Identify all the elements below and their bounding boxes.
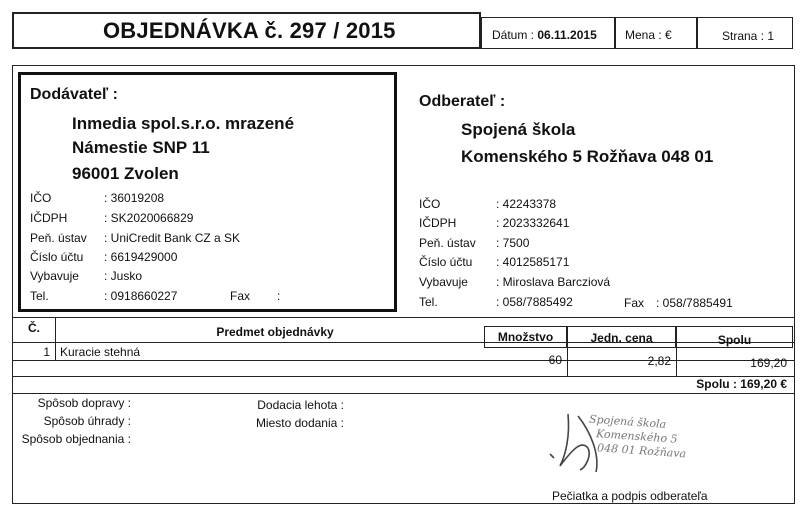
col-header-item: Predmet objednávky [216,325,334,339]
customer-name: Spojená škola [461,120,576,139]
customer-account-label: Číslo účtu [419,255,473,269]
supplier-icdph-label: IČDPH [30,211,68,225]
col-divider-no [55,317,56,360]
col-header-unit: Jedn. cena [590,331,653,345]
supplier-fax-label: Fax [230,289,251,303]
row-unit-price: 2,82 [647,354,671,368]
page-label: Strana : [722,29,765,43]
customer-tel-label: Tel. [419,295,438,309]
page-number-field [722,29,774,43]
supplier-account-label: Číslo účtu [30,250,84,264]
grand-total: Spolu : 169,20 € [696,377,787,391]
supplier-city: 96001 Zvolen [72,164,179,183]
col-header-total: Spolu [717,333,752,347]
supplier-account-value: : 6619429000 [104,250,178,264]
supplier-handler-value: : Jusko [104,269,143,283]
row-item: Kuracie stehná [60,345,141,359]
transport-label: Spôsob dopravy : [37,396,131,410]
customer-icdph-value: : 2023332641 [496,216,570,230]
customer-fax-label: Fax [624,296,645,310]
supplier-fax-value: : [277,289,281,303]
supplier-bank-label: Peň. ústav [30,231,87,245]
row-quantity: 60 [548,353,562,367]
stamp-line-1: Spojená škola [588,412,667,431]
currency-label: Mena : [625,28,662,42]
customer-ico-label: IČO [419,197,441,211]
supplier-ico-value: : 36019208 [104,191,165,205]
supplier-name: Inmedia spol.s.r.o. mrazené [72,114,295,133]
supplier-bank-value: : UniCredit Bank CZ a SK [104,231,241,245]
deadline-label: Dodacia lehota : [257,398,344,412]
stamp-line-2: Komenského 5 [595,427,678,446]
col-header-no: Č. [28,321,40,335]
supplier-tel-label: Tel. [30,289,49,303]
page-value: 1 [767,29,775,43]
date-field [492,28,597,42]
currency-value: € [665,28,672,42]
table-top-rule [12,317,795,318]
row-number: 1 [43,345,50,359]
date-label: Dátum : [492,28,535,42]
ordering-label: Spôsob objednania : [21,432,131,446]
customer-icdph-label: IČDPH [419,216,457,230]
supplier-handler-label: Vybavuje [30,269,79,283]
customer-ico-value: : 42243378 [496,197,557,211]
customer-fax-value: : 058/7885491 [656,296,733,310]
customer-bank-label: Peň. ústav [419,236,476,250]
customer-account-value: : 4012585171 [496,255,570,269]
sum-rule [12,393,795,394]
supplier-ico-label: IČO [30,191,52,205]
col-header-qty: Množstvo [497,330,554,344]
supplier-street: Námestie SNP 11 [72,138,210,157]
date-value: 06.11.2015 [537,28,597,42]
stamp-line-3: 048 01 Rožňava [596,441,687,461]
stamp [587,413,689,462]
customer-bank-value: : 7500 [496,236,530,250]
stamp-caption: Pečiatka a podpis odberateľa [552,489,708,503]
page-title: OBJEDNÁVKA č. 297 / 2015 [103,18,396,43]
supplier-tel-value: : 0918660227 [104,289,178,303]
customer-handler-label: Vybavuje [419,275,468,289]
supplier-heading: Dodávateľ : [30,86,118,103]
customer-heading: Odberateľ : [419,93,506,110]
customer-address: Komenského 5 Rožňava 048 01 [461,147,714,166]
place-label: Miesto dodania : [255,416,344,430]
currency-field [625,28,672,42]
payment-label: Spôsob úhrady : [43,414,131,428]
customer-tel-value: : 058/7885492 [496,295,573,309]
row-total: 169,20 [750,356,787,370]
customer-handler-value: : Miroslava Barcziová [496,275,611,289]
supplier-icdph-value: : SK2020066829 [104,211,194,225]
